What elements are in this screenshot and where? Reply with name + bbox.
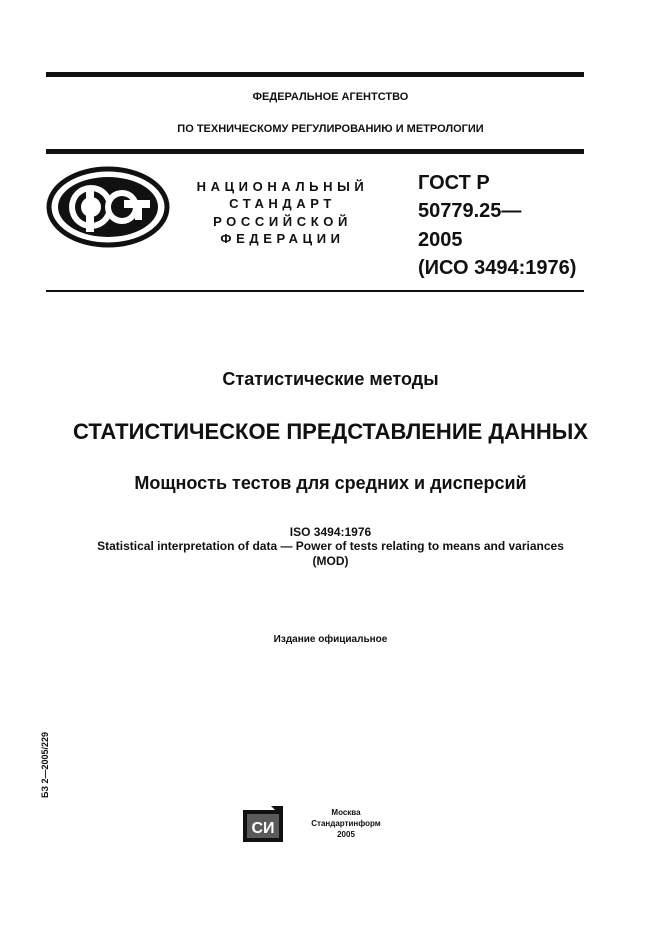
designation-line-3: 2005	[418, 229, 463, 251]
iso-mod: (MOD)	[312, 554, 349, 568]
publisher-city: Москва	[331, 808, 361, 817]
designation-line-2: 50779.25—	[418, 200, 522, 222]
edition-label: Издание официальное	[273, 634, 388, 645]
agency-line-2: ПО ТЕХНИЧЕСКОМУ РЕГУЛИРОВАНИЮ И МЕТРОЛОГИИ	[177, 123, 484, 135]
iso-code: ISO 3494:1976	[289, 525, 372, 539]
national-standard-line-3: РОССИЙСКОЙ	[213, 214, 352, 229]
subtitle: Мощность тестов для средних и дисперсий	[134, 473, 527, 493]
publisher-block	[299, 807, 393, 840]
gost-r-emblem-icon	[46, 166, 170, 248]
standartinform-logo-text: СИ	[251, 820, 275, 837]
series-title: Статистические методы	[222, 369, 439, 389]
side-code: БЗ 2—2005/229	[40, 731, 50, 798]
publisher-year: 2005	[337, 830, 355, 839]
iso-title: Statistical interpretation of data — Power of tests relating to means and variances	[97, 539, 564, 553]
designation-line-4: (ИСО 3494:1976)	[418, 257, 577, 279]
national-standard-line-2: СТАНДАРТ	[229, 196, 336, 211]
main-title: СТАТИСТИЧЕСКОЕ ПРЕДСТАВЛЕНИЕ ДАННЫХ	[73, 419, 588, 444]
agency-line-1: ФЕДЕРАЛЬНОЕ АГЕНТСТВО	[252, 91, 409, 103]
designation-line-1: ГОСТ Р	[418, 172, 490, 194]
national-standard-line-4: ФЕДЕРАЦИИ	[220, 231, 345, 246]
standartinform-logo-icon	[243, 806, 283, 842]
national-standard-line-1: НАЦИОНАЛЬНЫЙ	[196, 179, 369, 194]
designation-rule	[46, 290, 584, 292]
header-rule	[46, 149, 584, 154]
publisher-name: Стандартинформ	[311, 819, 381, 828]
top-rule	[46, 72, 584, 77]
